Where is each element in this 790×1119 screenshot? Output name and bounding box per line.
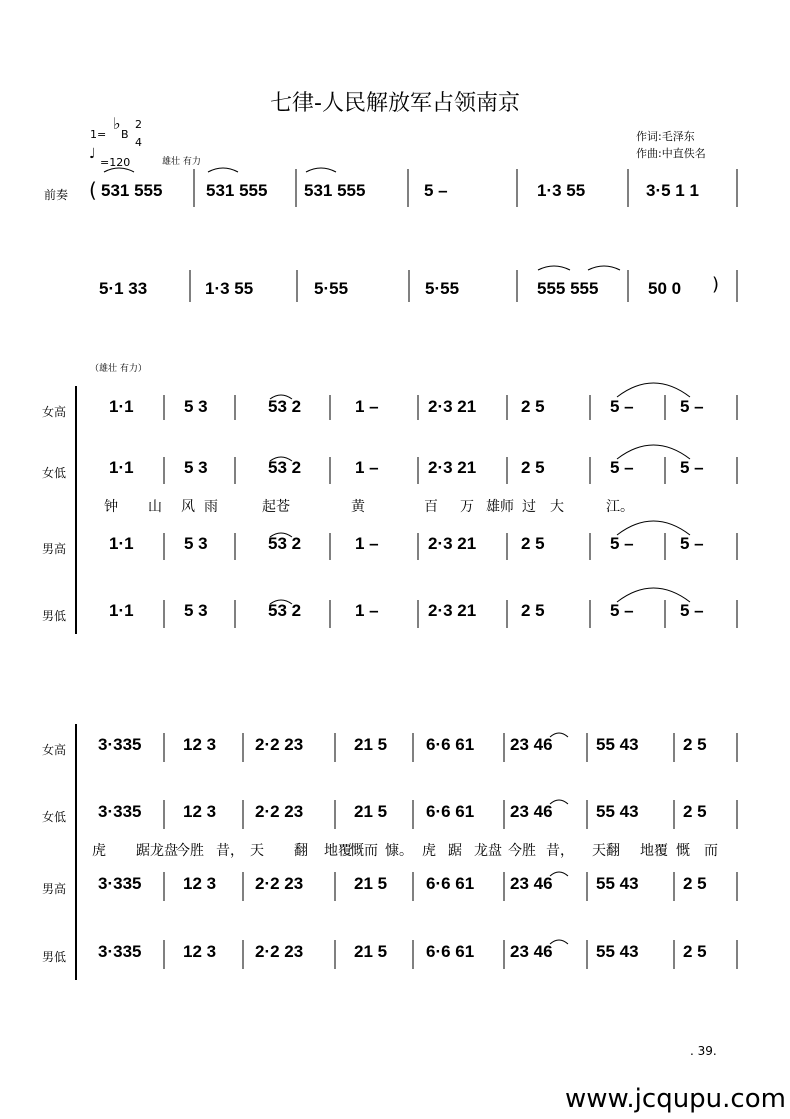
page-number: . 39.: [690, 1044, 717, 1058]
measure: 23 46: [510, 942, 553, 961]
measure: 53 2: [268, 534, 302, 553]
measure: 21 5: [354, 802, 388, 821]
lyric-word: 今胜: [176, 843, 204, 859]
lyric-word: 起苍: [262, 499, 290, 515]
measure: 23 46: [510, 874, 553, 893]
prelude-open-paren: (: [89, 178, 97, 202]
lyric-word: 踞龙盘: [136, 843, 178, 859]
lyric-word: 黄: [351, 499, 365, 515]
measure: 55 43: [596, 874, 639, 893]
slur: [550, 800, 568, 804]
composer-credit: 作曲:中直佚名: [636, 147, 706, 160]
measure: 531 555: [304, 181, 366, 200]
measure: 23 46: [510, 735, 553, 754]
lyric-word: 翻: [294, 843, 308, 859]
measure: 3·5 1 1: [646, 181, 699, 200]
lyric-word: 昔，: [546, 843, 574, 859]
measure: 3·335: [98, 942, 142, 961]
measure: 6·6 61: [426, 802, 475, 821]
measure: 2·3 21: [428, 397, 477, 416]
measure: 5·55: [314, 279, 349, 298]
key-prefix: 1=: [90, 128, 107, 141]
measure: 2 5: [521, 534, 545, 553]
measure: 12 3: [183, 802, 217, 821]
lyric-word: 踞: [448, 843, 462, 859]
measure: 2 5: [683, 735, 707, 754]
voice-label: 女高: [42, 405, 67, 419]
measure: 1·3 55: [205, 279, 254, 298]
measure: 2·2 23: [255, 802, 304, 821]
voice-label: 男低: [42, 609, 67, 623]
voice-label: 男高: [42, 882, 67, 896]
measure: 2·2 23: [255, 735, 304, 754]
measure: 555 555: [537, 279, 599, 298]
measure: 21 5: [354, 942, 388, 961]
measure: 3·335: [98, 735, 142, 754]
measure: 2 5: [683, 942, 707, 961]
measure: 5 3: [184, 601, 208, 620]
lyric-word: 地覆: [324, 843, 352, 859]
lyric-word: 地覆: [640, 843, 668, 859]
measure: 5 –: [680, 458, 704, 477]
lyric-word: 过: [522, 499, 536, 515]
measure: 5 –: [610, 458, 634, 477]
slur: [550, 733, 568, 737]
measure: 55 43: [596, 942, 639, 961]
measure: 2 5: [521, 601, 545, 620]
measure: 50 0: [648, 279, 682, 298]
measure: 5 3: [184, 397, 208, 416]
measure: 23 46: [510, 802, 553, 821]
measure: 5 –: [680, 601, 704, 620]
prelude-close-paren: ): [712, 274, 720, 295]
measure: 2 5: [521, 397, 545, 416]
watermark: www.jcqupu.com: [565, 1084, 786, 1114]
measure: 6·6 61: [426, 874, 475, 893]
measure: 12 3: [183, 874, 217, 893]
lyric-word: 而: [704, 843, 718, 859]
voice-label: 男低: [42, 950, 67, 964]
time-signature-top: 2: [135, 118, 142, 131]
lyric-word: 慨: [676, 843, 690, 859]
voice-label: 女低: [42, 466, 67, 480]
measure: 1·1: [109, 534, 134, 553]
measure: 5 –: [610, 534, 634, 553]
measure: 5 –: [680, 397, 704, 416]
measure: 1·1: [109, 601, 134, 620]
expression-mark: 雄壮 有力: [162, 157, 201, 167]
measure: 55 43: [596, 802, 639, 821]
measure: 1 –: [355, 601, 379, 620]
voice-label: 女高: [42, 743, 67, 757]
lyric-word: 大: [550, 499, 564, 515]
lyric-word: 万: [460, 499, 474, 515]
measure: 2 5: [683, 874, 707, 893]
measure: 2·3 21: [428, 458, 477, 477]
slur: [617, 521, 690, 535]
measure: 2·3 21: [428, 534, 477, 553]
measure: 531 555: [101, 181, 163, 200]
measure: 1·1: [109, 397, 134, 416]
flat-icon: ♭: [113, 114, 121, 133]
slur: [550, 872, 568, 876]
quarter-note-icon: ♩: [89, 146, 96, 162]
prelude-label: 前奏: [44, 188, 69, 202]
lyricist-credit: 作词:毛泽东: [636, 130, 695, 143]
measure: 3·335: [98, 874, 142, 893]
measure: 1 –: [355, 534, 379, 553]
measure: 5 –: [680, 534, 704, 553]
expression-mark: （雄壮 有力）: [90, 364, 147, 374]
measure: 53 2: [268, 601, 302, 620]
lyric-word: 风: [181, 499, 195, 515]
measure: 12 3: [183, 942, 217, 961]
measure: 5 –: [610, 397, 634, 416]
measure: 5 3: [184, 534, 208, 553]
measure: 1·1: [109, 458, 134, 477]
lyric-word: 雄师: [486, 499, 514, 515]
page-title: 七律-人民解放军占领南京: [270, 91, 520, 116]
lyric-word: 百: [424, 499, 438, 515]
lyric-word: 今胜: [508, 843, 536, 859]
measure: 1 –: [355, 458, 379, 477]
tempo-mark: =120: [100, 156, 131, 169]
measure: 2 5: [521, 458, 545, 477]
slur: [617, 445, 690, 459]
slur: [588, 266, 620, 270]
time-signature-bottom: 4: [135, 136, 142, 149]
measure: 53 2: [268, 397, 302, 416]
measure: 53 2: [268, 458, 302, 477]
lyric-word: 龙盘: [474, 843, 502, 859]
lyric-word: 昔，: [216, 843, 244, 859]
measure: 5·55: [425, 279, 460, 298]
lyric-word: 慷。: [385, 843, 413, 859]
lyric-word: 雨: [204, 499, 218, 515]
measure: 2·2 23: [255, 874, 304, 893]
measure: 531 555: [206, 181, 268, 200]
lyric-word: 天: [250, 843, 264, 859]
lyric-word: 江。: [606, 499, 634, 515]
slur: [208, 168, 238, 172]
measure: 2·2 23: [255, 942, 304, 961]
measure: 2·3 21: [428, 601, 477, 620]
lyric-word: 天翻: [592, 843, 620, 859]
slur: [617, 383, 690, 397]
lyric-word: 慨而: [350, 843, 378, 859]
key-letter: B: [121, 128, 129, 141]
measure: 5 –: [610, 601, 634, 620]
measure: 3·335: [98, 802, 142, 821]
voice-label: 男高: [42, 542, 67, 556]
voice-label: 女低: [42, 810, 67, 824]
measure: 21 5: [354, 735, 388, 754]
lyric-word: 虎: [422, 843, 436, 859]
measure: 5 3: [184, 458, 208, 477]
measure: 1·3 55: [537, 181, 586, 200]
lyric-word: 钟: [104, 499, 118, 515]
measure: 5·1 33: [99, 279, 148, 298]
slur: [306, 168, 336, 172]
measure: 21 5: [354, 874, 388, 893]
measure: 6·6 61: [426, 735, 475, 754]
measure: 2 5: [683, 802, 707, 821]
lyric-word: 山: [148, 499, 162, 515]
measure: 1 –: [355, 397, 379, 416]
measure: 55 43: [596, 735, 639, 754]
measure: 6·6 61: [426, 942, 475, 961]
slur: [550, 940, 568, 944]
lyric-word: 虎: [92, 843, 106, 859]
slur: [538, 266, 570, 270]
slur: [617, 588, 690, 602]
measure: 12 3: [183, 735, 217, 754]
measure: 5 –: [424, 181, 448, 200]
